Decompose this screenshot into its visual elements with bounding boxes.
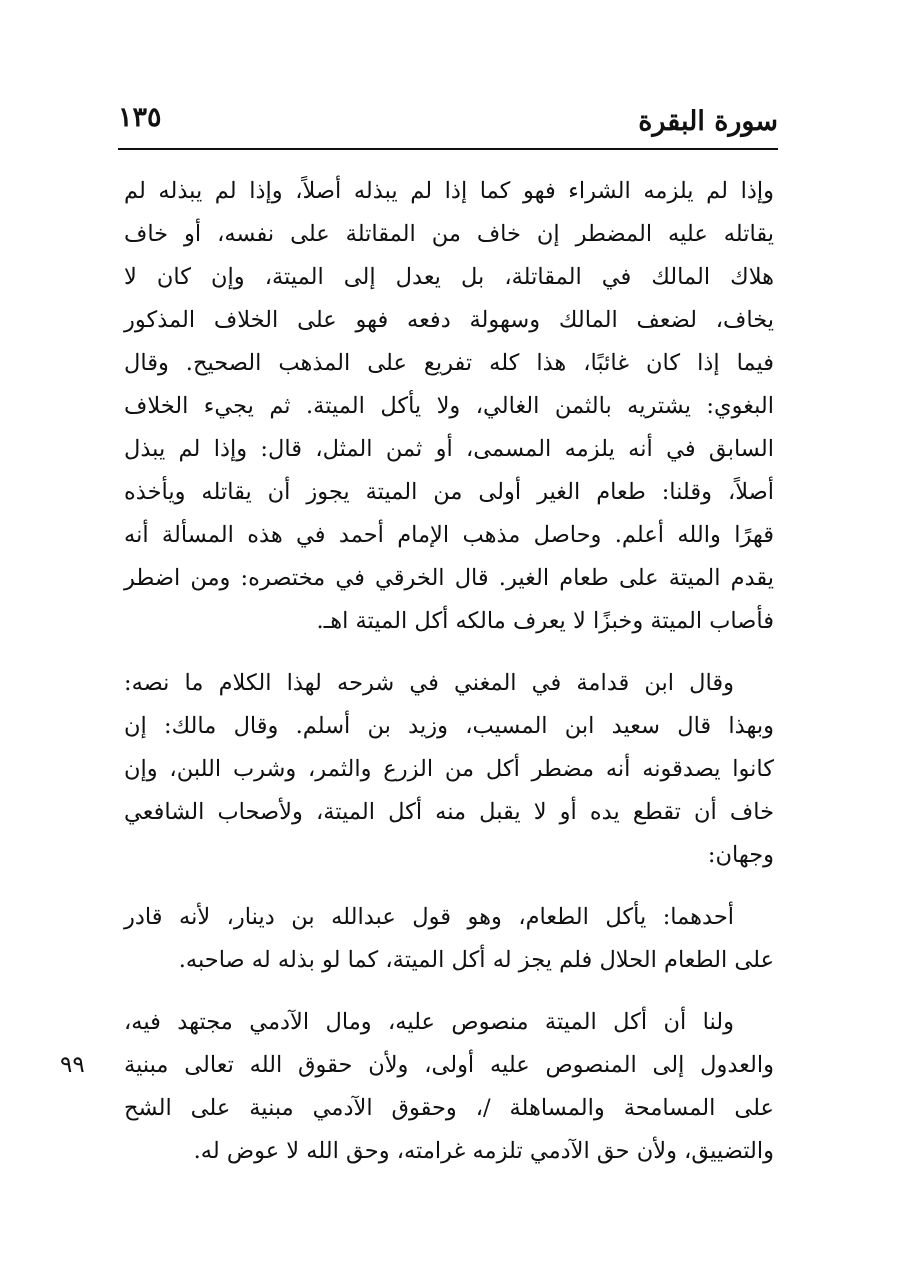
page-number: ١٣٥ (118, 102, 162, 133)
page-body (124, 170, 774, 1173)
text-line: السابق في أنه يلزمه المسمى، أو ثمن المثل، قال: وإذا لم يبذل (124, 436, 774, 462)
text-line: يقاتله عليه المضطر إن خاف من المقاتلة على نفسه، أو خاف (124, 221, 774, 247)
paragraph-4 (124, 1001, 774, 1173)
text-line: وجهان: (707, 842, 774, 868)
text-line: يقدم الميتة على طعام الغير. قال الخرقي في مختصره: ومن اضطر (124, 565, 774, 591)
text-line: وقال ابن قدامة في المغني في شرحه لهذا الكلام ما نصه: (124, 670, 734, 696)
text-line: أصلاً، وقلنا: طعام الغير أولى من الميتة يجوز أن يقاتله ويأخذه (124, 479, 774, 505)
text-line: خاف أن تقطع يده أو لا يقبل منه أكل الميتة، ولأصحاب الشافعي (124, 799, 774, 825)
text-line: والعدول إلى المنصوص عليه أولى، ولأن حقوق الله تعالى مبنية (124, 1052, 774, 1078)
header-rule (118, 148, 778, 150)
text-line: وبهذا قال سعيد ابن المسيب، وزيد بن أسلم. وقال مالك: إن (124, 713, 774, 739)
paragraph-3 (124, 896, 774, 982)
text-line: وإذا لم يلزمه الشراء فهو كما إذا لم يبذله أصلاً، وإذا لم يبذله لم (124, 178, 774, 204)
text-line: البغوي: يشتريه بالثمن الغالي، ولا يأكل الميتة. ثم يجيء الخلاف (124, 393, 774, 419)
text-line: والتضييق، ولأن حق الآدمي تلزمه غرامته، وحق الله لا عوض له. (193, 1138, 774, 1164)
paragraph-2 (124, 662, 774, 877)
text-line: ولنا أن أكل الميتة منصوص عليه، ومال الآدمي مجتهد فيه، (124, 1009, 734, 1035)
text-line: فيما إذا كان غائبًا، هذا كله تفريع على المذهب الصحيح. وقال (124, 350, 774, 376)
text-line: على الطعام الحلال فلم يجز له أكل الميتة، كما لو بذله له صاحبه. (178, 947, 774, 973)
paragraph-1 (124, 170, 774, 643)
text-line: قهرًا والله أعلم. وحاصل مذهب الإمام أحمد في هذه المسألة أنه (124, 522, 774, 548)
text-line: أحدهما: يأكل الطعام، وهو قول عبدالله بن دينار، لأنه قادر (124, 904, 734, 930)
text-line: فأصاب الميتة وخبزًا لا يعرف مالكه أكل الميتة اهـ. (316, 608, 774, 634)
margin-page-reference: ٩٩ (60, 1052, 85, 1078)
text-line: كانوا يصدقونه أنه مضطر أكل من الزرع والثمر، وشرب اللبن، وإن (124, 756, 774, 782)
running-header (118, 96, 778, 146)
text-line: يخاف، لضعف المالك وسهولة دفعه فهو على الخلاف المذكور (124, 307, 774, 333)
text-line: على المسامحة والمساهلة /، وحقوق الآدمي مبنية على الشح (124, 1095, 774, 1121)
text-line: هلاك المالك في المقاتلة، بل يعدل إلى الميتة، وإن كان لا (124, 264, 774, 290)
surah-title: سورة البقرة (638, 106, 778, 137)
